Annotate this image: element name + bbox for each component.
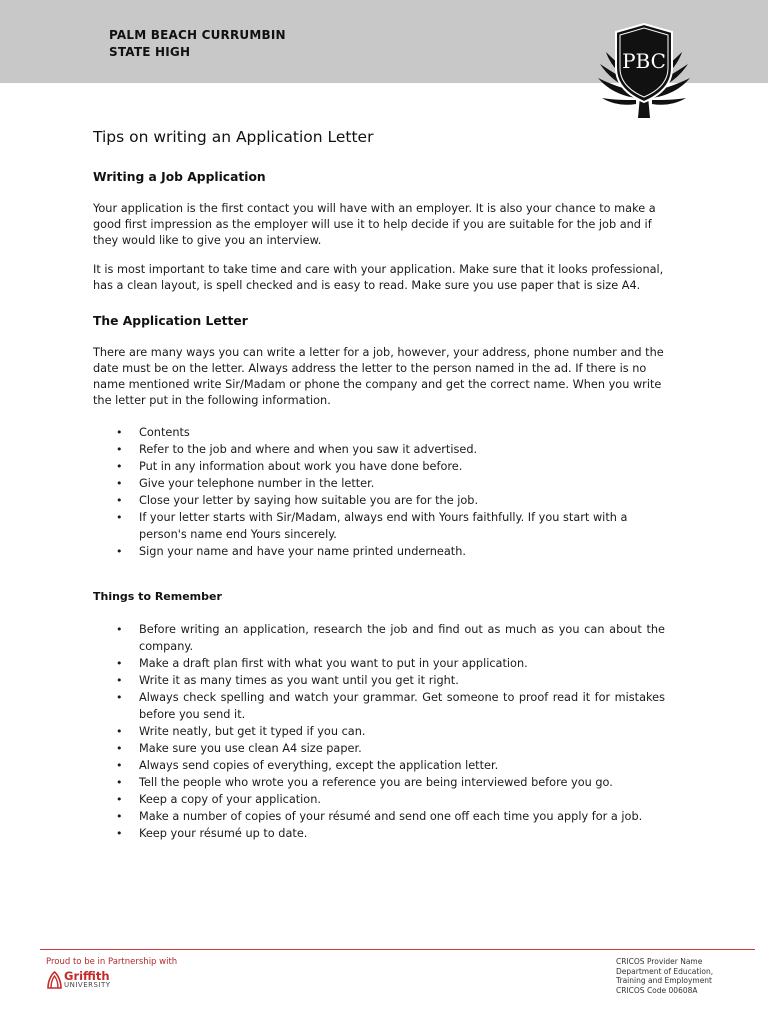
- list-item: • Make sure you use clean A4 size paper.: [93, 740, 665, 757]
- partnership-text: Proud to be in Partnership with: [46, 957, 178, 967]
- list-item: • Put in any information about work you have done before.: [93, 458, 665, 475]
- document-title: Tips on writing an Application Letter: [93, 128, 374, 146]
- griffith-emblem-icon: [46, 970, 63, 990]
- list-item: • Tell the people who wrote you a reference you are being interviewed before you go.: [93, 774, 665, 791]
- application-letter-list: [93, 424, 665, 560]
- list-item: • Always send copies of everything, except the application letter.: [93, 757, 665, 774]
- list-item: • Close your letter by saying how suitable you are for the job.: [93, 492, 665, 509]
- school-name: [109, 27, 286, 61]
- things-to-remember-list: [93, 621, 665, 842]
- paragraph: Your application is the first contact you will have with an employer. It is also your chance to make a good first impression as the employer will use it to help decide if you are suitable for the job and if they would like to give you an interview.: [93, 202, 656, 247]
- list-item: • Always check spelling and watch your grammar. Get someone to proof read it for mistakes before you send it.: [93, 689, 665, 723]
- cricos-line: CRICOS Provider Name: [616, 957, 703, 966]
- cricos-line: Department of Education,: [616, 966, 714, 976]
- list-item: • Keep your résumé up to date.: [93, 825, 665, 842]
- footer-divider: [40, 949, 755, 950]
- griffith-name: Griffith: [64, 969, 110, 983]
- list-item: • Give your telephone number in the letter.: [93, 475, 665, 492]
- school-crest-icon: [596, 20, 692, 120]
- school-name-line2: STATE HIGH: [109, 45, 191, 59]
- section-heading-things-to-remember: Things to Remember: [93, 590, 222, 603]
- crest-text: PBC: [622, 49, 666, 73]
- list-item: • Make a number of copies of your résumé and send one off each time you apply for a job.: [93, 808, 665, 825]
- list-item: • Make a draft plan first with what you want to put in your application.: [93, 655, 665, 672]
- list-item: • Refer to the job and where and when you saw it advertised.: [93, 441, 665, 458]
- list-item: • Write neatly, but get it typed if you can.: [93, 723, 665, 740]
- list-item: • Sign your name and have your name printed underneath.: [93, 543, 665, 560]
- list-item: • Write it as many times as you want until you get it right.: [93, 672, 665, 689]
- griffith-logo: [46, 970, 136, 992]
- document-body: [93, 124, 665, 842]
- cricos-line: CRICOS Code 00608A: [616, 985, 698, 995]
- griffith-subtitle: UNIVERSITY: [64, 981, 111, 989]
- school-name-line1: PALM BEACH CURRUMBIN: [109, 28, 286, 42]
- paragraph: It is most important to take time and care with your application. Make sure that it looks professional, has a clean layout, is spell checked and is easy to read. Make sure you use paper that is size A4.: [93, 263, 664, 292]
- cricos-info: [616, 957, 713, 995]
- section-heading-job-application: Writing a Job Application: [93, 170, 266, 184]
- list-item: • If your letter starts with Sir/Madam, always end with Yours faithfully. If you start with a person's name end Yours sincerely.: [93, 509, 665, 543]
- list-item: • Keep a copy of your application.: [93, 791, 665, 808]
- list-item: • Contents: [93, 424, 665, 441]
- paragraph: There are many ways you can write a letter for a job, however, your address, phone number and the date must be on the letter. Always address the letter to the person named in the ad. If there is no name mentioned write Sir/Madam or phone the company and get the correct name. When you write the letter put in the following information.: [93, 346, 664, 407]
- section-heading-application-letter: The Application Letter: [93, 314, 248, 328]
- list-item: • Before writing an application, research the job and find out as much as you can about the company.: [93, 621, 665, 655]
- cricos-line: Training and Employment: [616, 976, 713, 985]
